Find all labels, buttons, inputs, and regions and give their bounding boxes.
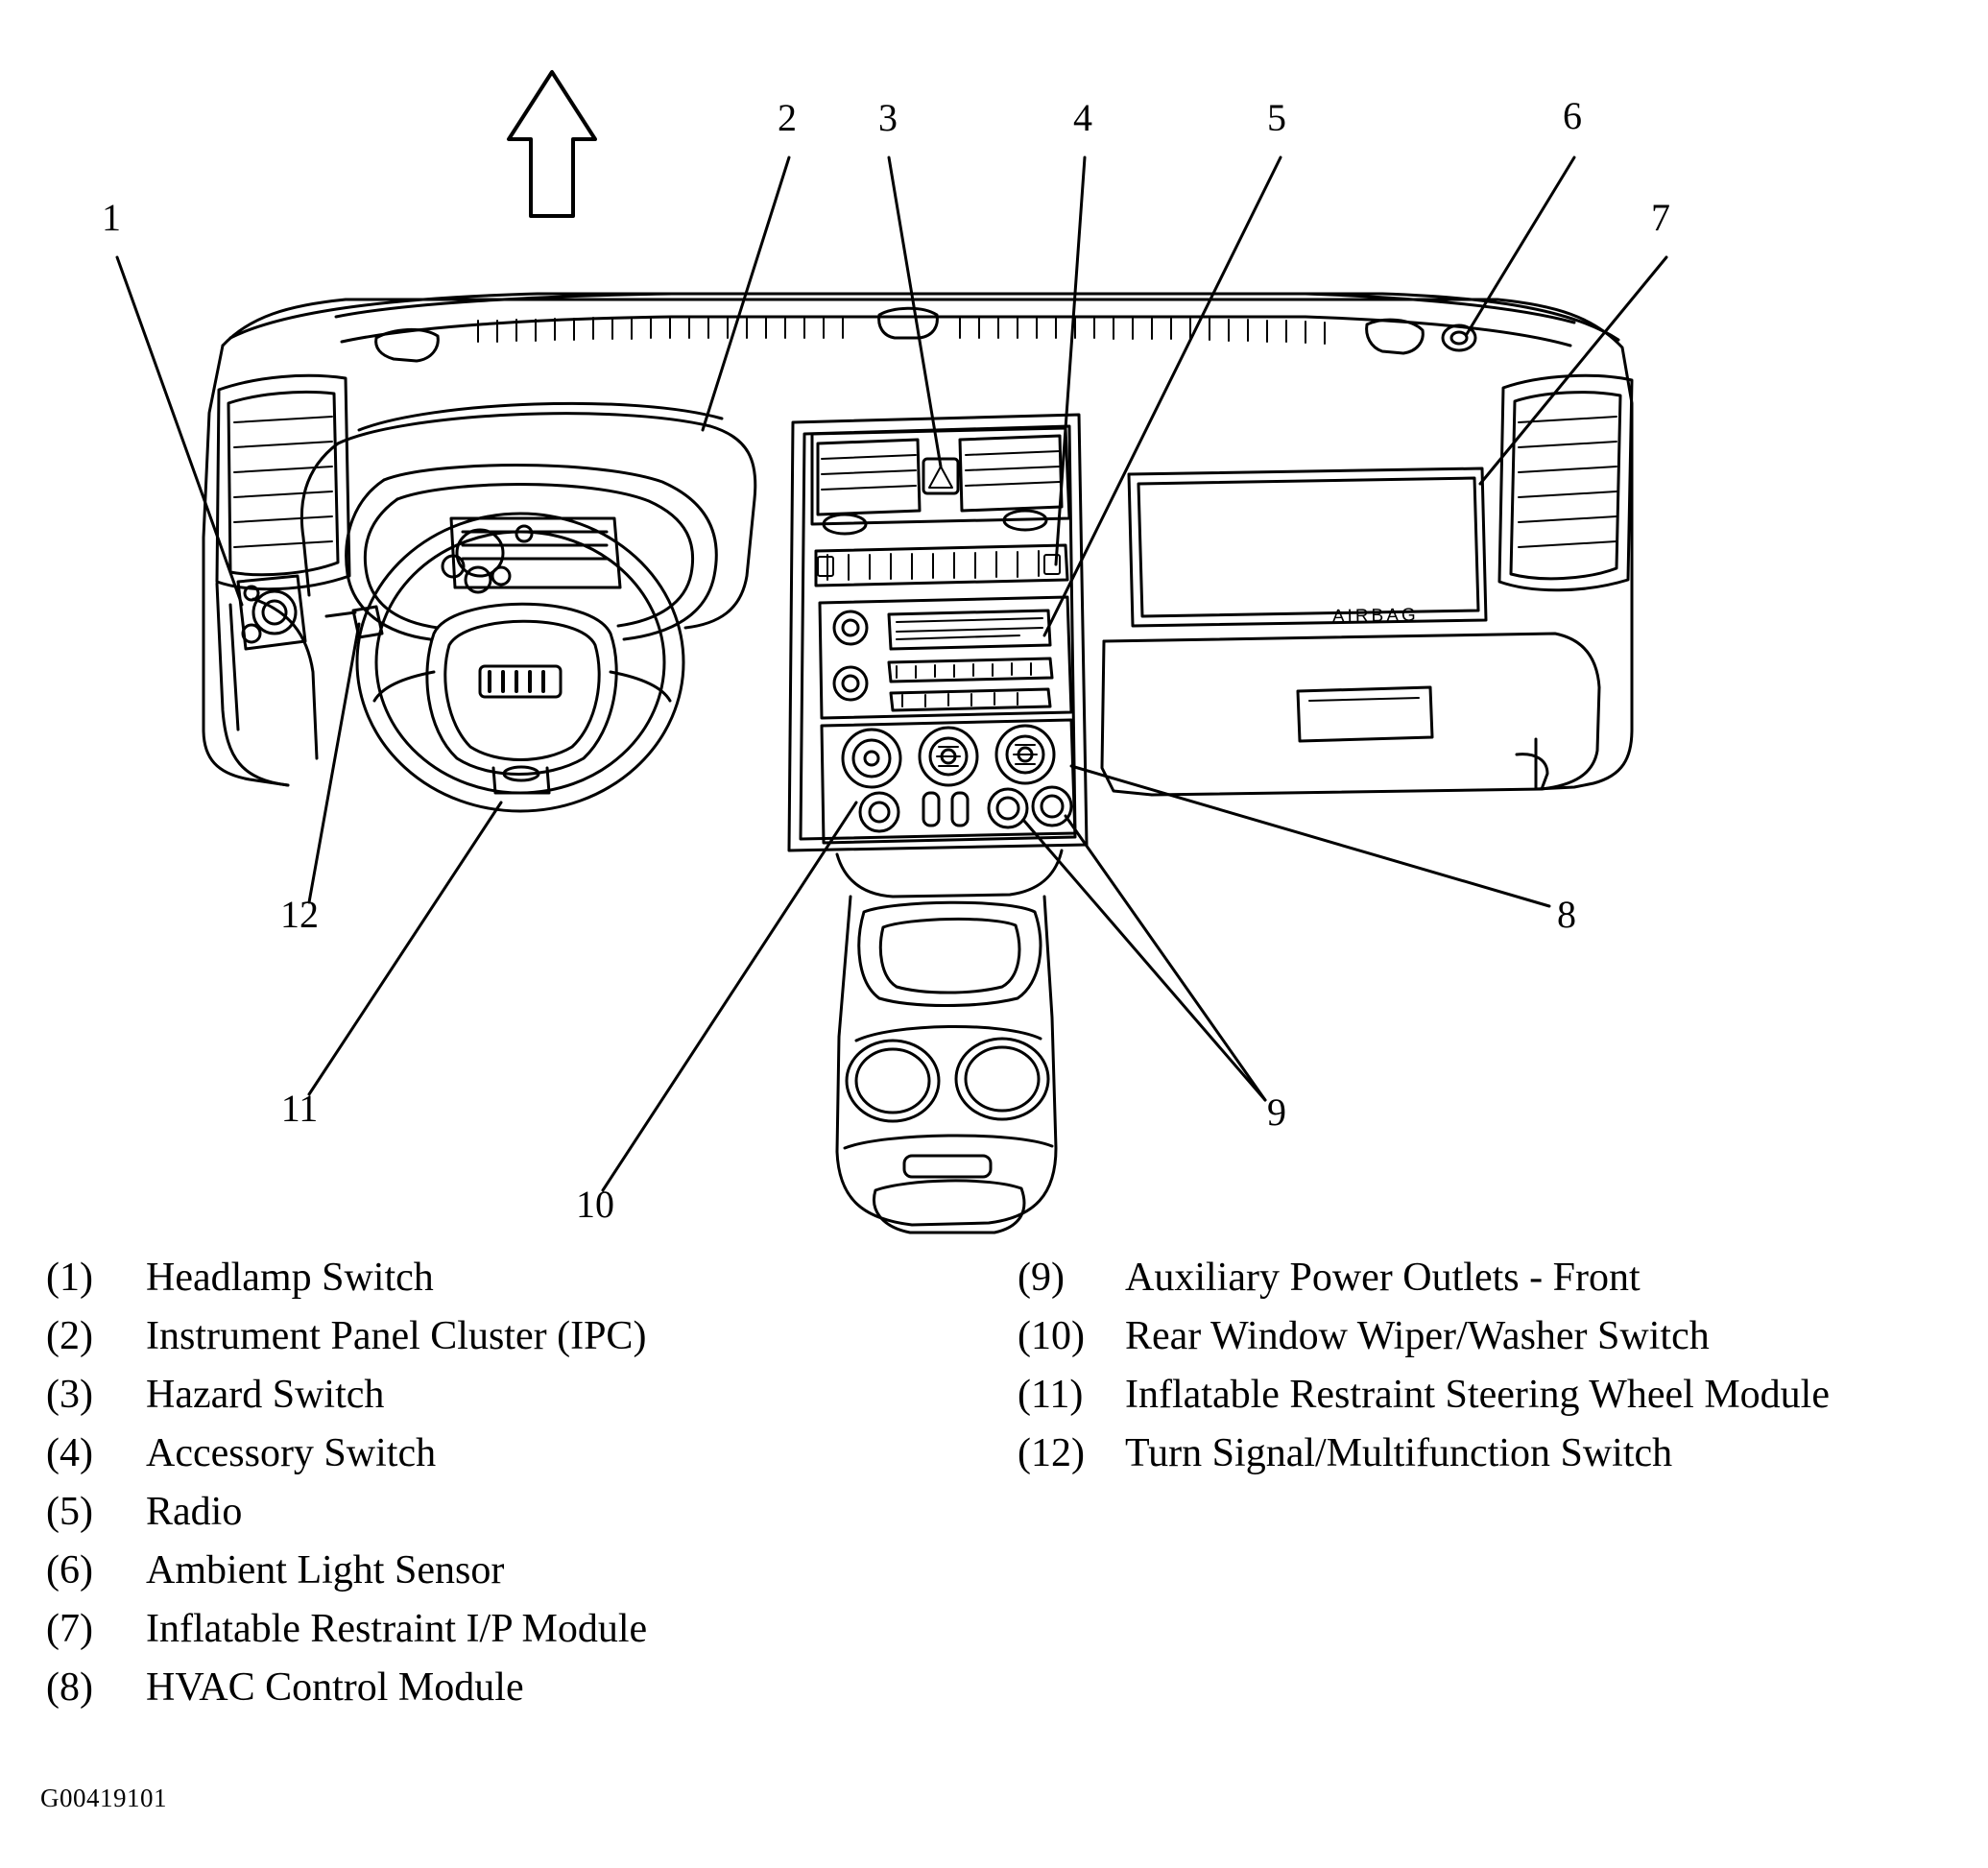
legend-item-label: Inflatable Restraint I/P Module xyxy=(146,1607,648,1651)
legend-item-label: Headlamp Switch xyxy=(146,1256,434,1300)
legend xyxy=(0,1257,1988,1795)
legend-item xyxy=(46,1609,987,1649)
callout-11: 11 xyxy=(280,1087,319,1130)
passenger-airbag-door xyxy=(1129,468,1486,627)
legend-column-right xyxy=(1018,1257,1977,1492)
legend-item-label: Instrument Panel Cluster (IPC) xyxy=(146,1314,647,1358)
legend-item-label: Turn Signal/Multifunction Switch xyxy=(1125,1431,1673,1475)
legend-item-number: (10) xyxy=(1018,1314,1085,1358)
legend-item-label: Radio xyxy=(146,1490,243,1534)
legend-item xyxy=(1018,1257,1977,1298)
legend-item-number: (2) xyxy=(46,1314,93,1358)
leader-lines xyxy=(117,157,1666,1190)
legend-item-label: Inflatable Restraint Steering Wheel Module xyxy=(1125,1373,1830,1417)
legend-item xyxy=(46,1316,987,1356)
legend-item-number: (1) xyxy=(46,1256,93,1300)
callout-3: 3 xyxy=(878,96,898,139)
legend-item-label: Hazard Switch xyxy=(146,1373,385,1417)
left-side-air-vent xyxy=(217,375,349,588)
glove-box xyxy=(1102,634,1599,795)
steering-wheel-assembly xyxy=(326,466,716,812)
center-console xyxy=(837,850,1062,1233)
legend-item xyxy=(46,1433,987,1473)
callout-9: 9 xyxy=(1267,1090,1286,1134)
forward-direction-arrow xyxy=(509,72,595,216)
legend-item xyxy=(46,1667,987,1708)
legend-item-label: Auxiliary Power Outlets - Front xyxy=(1125,1256,1641,1300)
right-side-air-vent xyxy=(1499,375,1632,589)
legend-item-number: (11) xyxy=(1018,1373,1084,1417)
legend-item xyxy=(1018,1433,1977,1473)
callout-1: 1 xyxy=(102,196,121,239)
legend-item-number: (7) xyxy=(46,1607,93,1651)
callout-4: 4 xyxy=(1073,96,1092,139)
callout-2: 2 xyxy=(778,96,797,139)
legend-item xyxy=(46,1492,987,1532)
defroster-vent-band xyxy=(336,294,1574,361)
airbag-label: AIRBAG xyxy=(1331,605,1419,627)
legend-item xyxy=(46,1375,987,1415)
legend-item-number: (12) xyxy=(1018,1431,1085,1475)
hvac-control-module xyxy=(822,720,1075,843)
callout-7: 7 xyxy=(1651,196,1670,239)
legend-item-label: Ambient Light Sensor xyxy=(146,1548,505,1593)
legend-item xyxy=(1018,1375,1977,1415)
cluster-hood xyxy=(301,403,754,628)
legend-item-label: Accessory Switch xyxy=(146,1431,437,1475)
legend-item xyxy=(1018,1316,1977,1356)
legend-item-number: (3) xyxy=(46,1373,93,1417)
legend-item-number: (9) xyxy=(1018,1256,1065,1300)
callout-6: 6 xyxy=(1563,94,1582,137)
legend-item-number: (6) xyxy=(46,1548,93,1593)
legend-item xyxy=(46,1550,987,1591)
figure-id-label: G00419101 xyxy=(40,1784,167,1812)
legend-item-number: (8) xyxy=(46,1665,93,1710)
legend-item-label: HVAC Control Module xyxy=(146,1665,524,1710)
callout-8: 8 xyxy=(1557,893,1576,936)
legend-item xyxy=(46,1257,987,1298)
accessory-switch-bank xyxy=(816,545,1067,586)
callout-10: 10 xyxy=(576,1183,614,1226)
legend-item-number: (4) xyxy=(46,1431,93,1475)
legend-item-label: Rear Window Wiper/Washer Switch xyxy=(1125,1314,1710,1358)
legend-column-left xyxy=(46,1257,987,1726)
radio-head-unit xyxy=(820,597,1071,718)
callout-5: 5 xyxy=(1267,96,1286,139)
callout-12: 12 xyxy=(280,893,319,936)
legend-item-number: (5) xyxy=(46,1490,93,1534)
callout-numbers xyxy=(102,94,1670,1226)
